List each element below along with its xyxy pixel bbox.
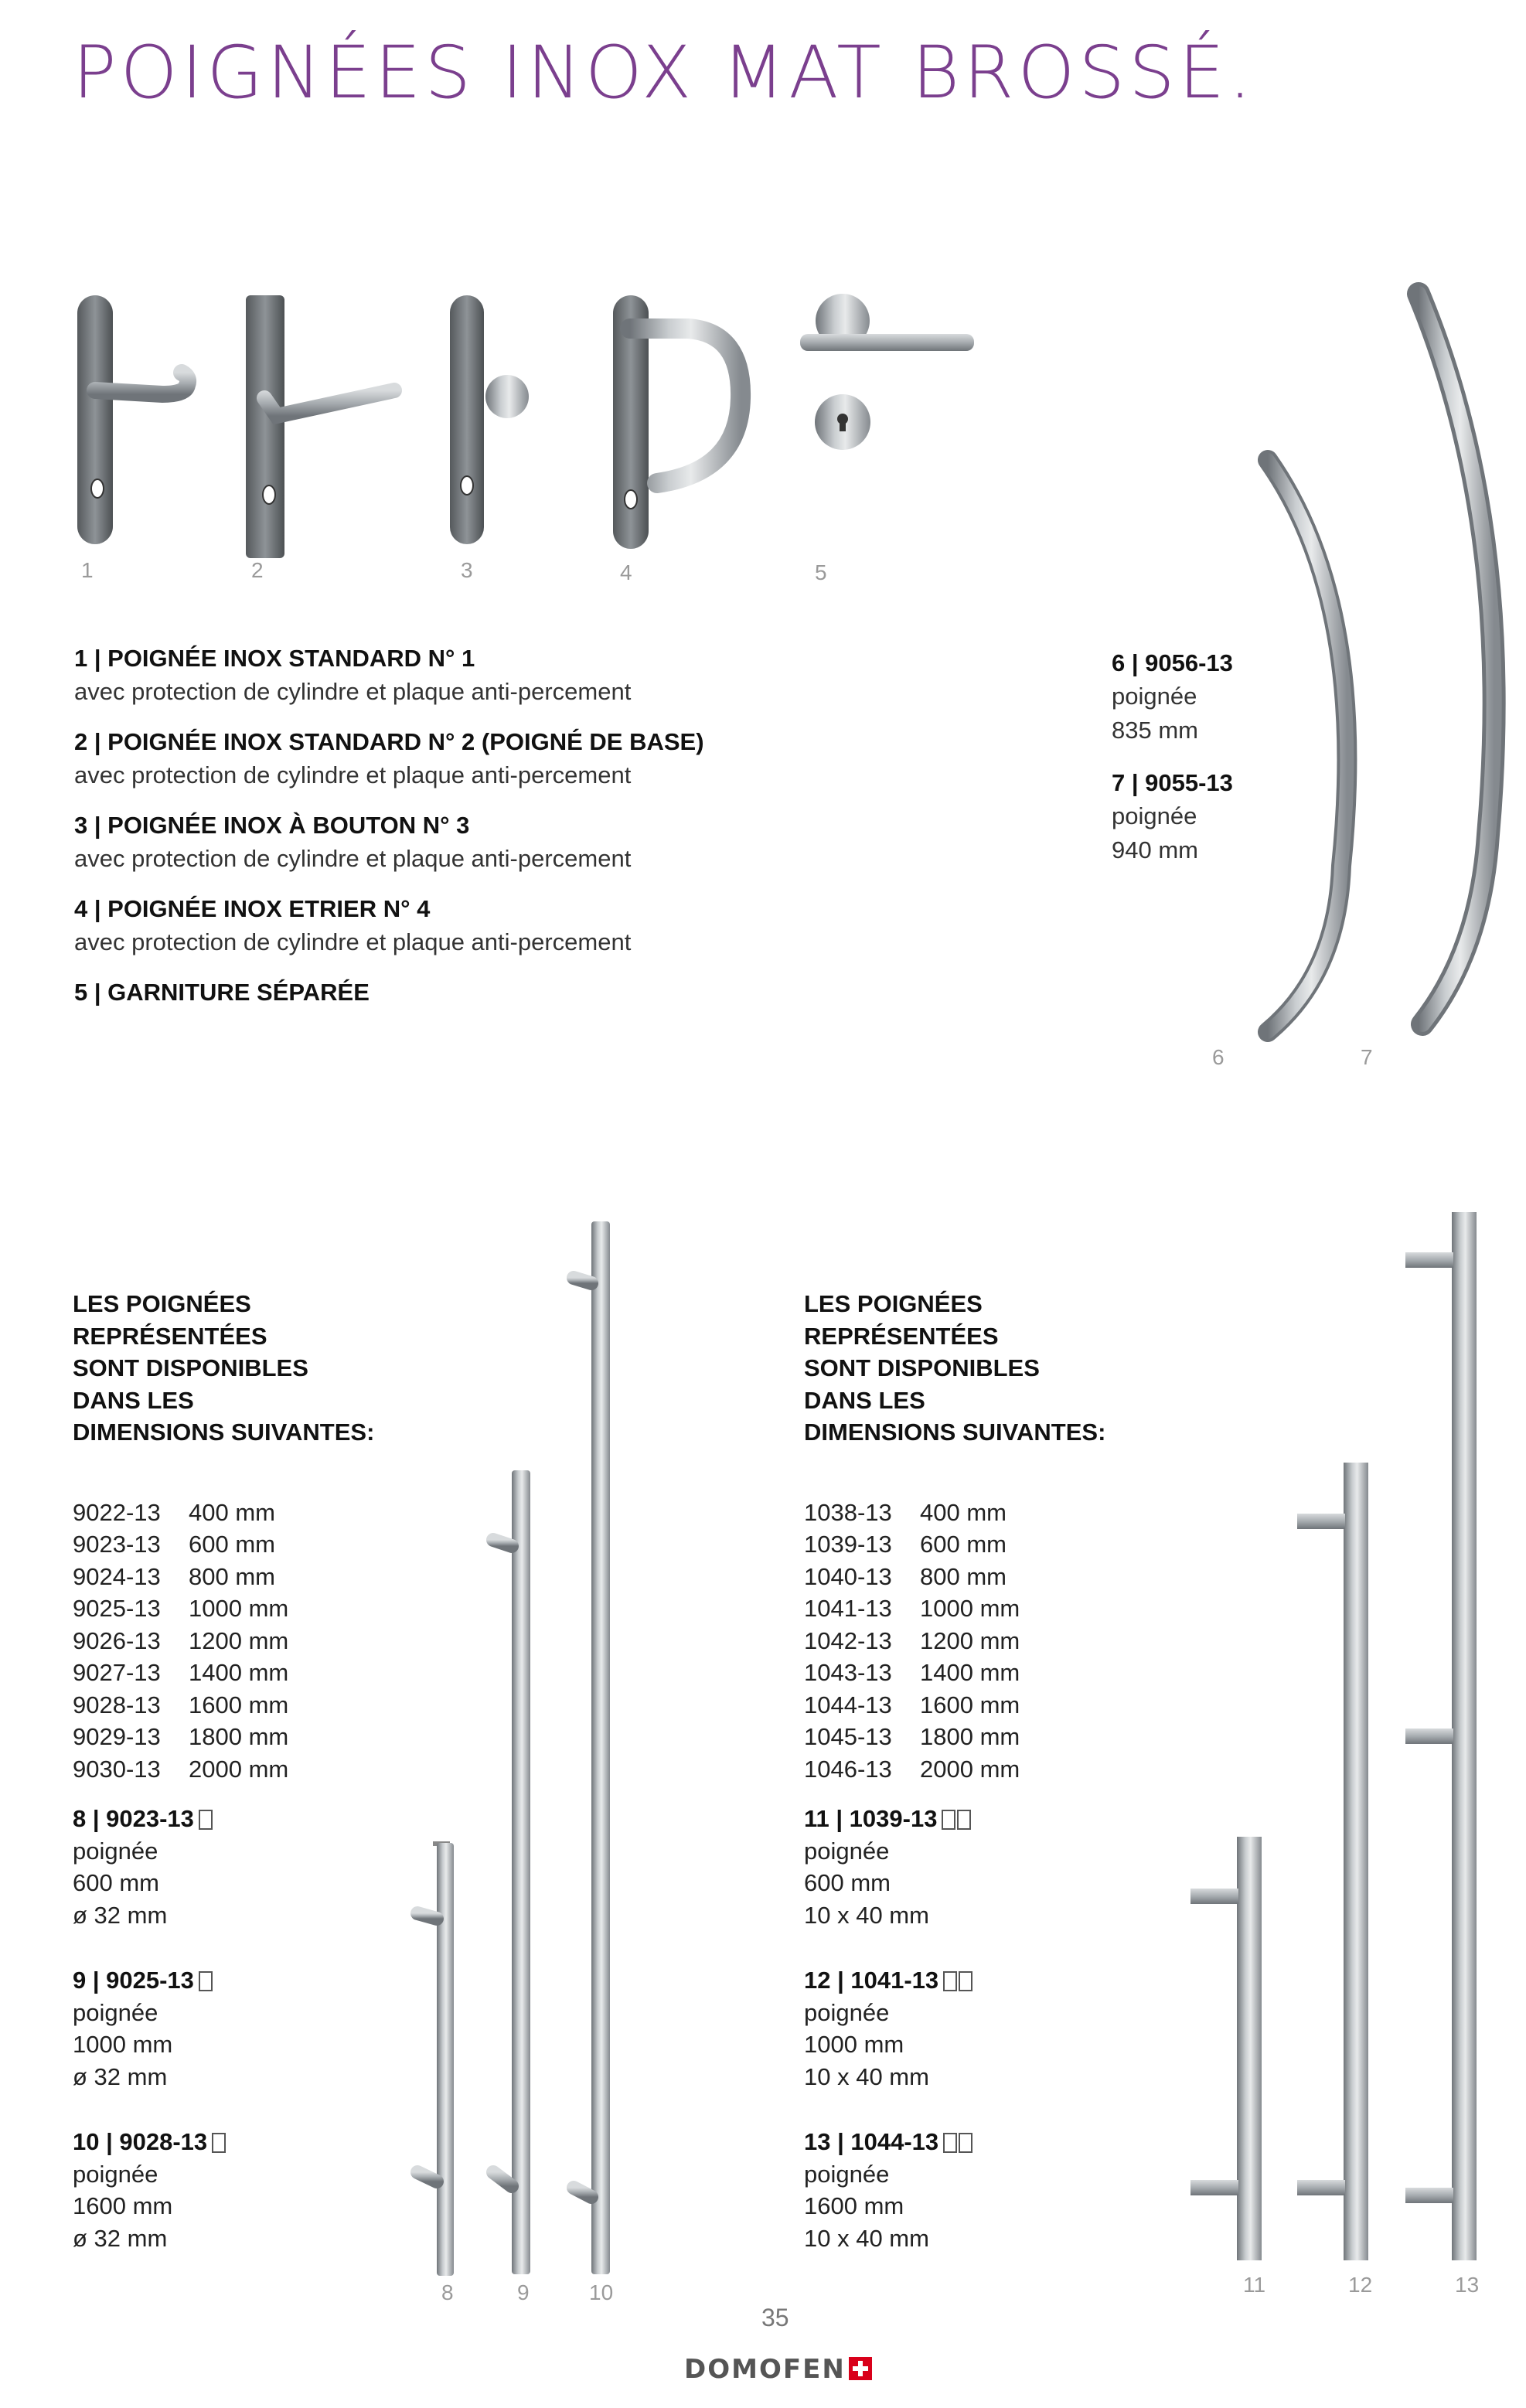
dimension-code: 1039-13 [804,1531,892,1558]
dimension-row [73,1593,288,1626]
product-heading: 4 | POIGNÉE INOX ETRIER N° 4 [74,895,431,922]
dimension-code: 9030-13 [73,1755,161,1783]
curved-length: 940 mm [1112,836,1198,863]
heading-line: REPRÉSENTÉES [804,1322,999,1350]
dimension-code: 1041-13 [804,1595,892,1623]
rect-profile-icon [942,1810,955,1830]
rect-profile-icon [943,2133,957,2153]
dimension-code: 9026-13 [73,1626,161,1654]
dimension-code: 9027-13 [73,1659,161,1687]
rect-profile-icon [959,1971,972,1991]
figure-label-2: 2 [251,558,264,582]
dimension-size: 1800 mm [189,1723,289,1751]
dimension-size: 1800 mm [920,1723,1020,1751]
dimension-row [804,1497,1020,1529]
item-diameter: ø 32 mm [73,2224,168,2252]
handle-12-info [804,1964,972,2093]
item-diameter: ø 32 mm [73,2062,168,2090]
dimension-row [73,1561,288,1593]
handle-4-image [613,295,741,549]
dimension-code: 9024-13 [73,1562,161,1590]
dimension-row [804,1753,1020,1786]
heading-line: LES POIGNÉES [73,1290,251,1317]
item-type: poignée [804,1998,890,2026]
door-handles-illustration [70,286,997,564]
dimension-row [73,1689,288,1722]
bar-handle-8-image [417,1841,454,2276]
product-item [74,809,704,892]
product-item [74,725,704,809]
page-number: 35 [761,2304,789,2331]
dimension-size: 1200 mm [920,1626,1020,1654]
figure-label-12: 12 [1348,2273,1373,2297]
round-profile-icon [212,2133,226,2153]
figure-label-7: 7 [1361,1045,1373,1069]
heading-line: DANS LES [73,1386,194,1414]
product-list [74,642,704,1009]
dimension-code: 9022-13 [73,1498,161,1526]
handle-13-info [804,2126,972,2254]
round-profile-icon [199,1810,213,1830]
item-type: poignée [73,2160,158,2188]
item-type: poignée [804,2160,890,2188]
bar-handle-12-image [1297,1463,1368,2260]
handle-11-info [804,1803,971,1931]
bar-handle-10-image [574,1221,610,2274]
dimension-code: 1043-13 [804,1659,892,1687]
curved-length: 835 mm [1112,716,1198,744]
item-length: 600 mm [73,1869,159,1896]
curved-handles-illustration [1221,278,1515,1051]
product-description: avec protection de cylindre et plaque anti-percement [74,678,632,706]
product-heading: 5 | GARNITURE SÉPARÉE [74,979,370,1006]
round-profile-icon [199,1971,213,1991]
item-heading: 12 | 1041-13 [804,1967,939,1994]
dimension-row [804,1625,1020,1657]
item-section: 10 x 40 mm [804,2062,929,2090]
heading-line: REPRÉSENTÉES [73,1322,267,1350]
curved-handles-info [1112,646,1233,867]
handle-8-info [73,1803,213,1931]
item-heading: 13 | 1044-13 [804,2128,939,2155]
dimension-size: 1200 mm [189,1626,289,1654]
handle-9-info [73,1964,213,2093]
heading-line: SONT DISPONIBLES [804,1354,1040,1381]
curved-handle-6-image [1268,460,1347,1032]
rect-profile-icon [943,1971,957,1991]
right-dimensions-heading [804,1288,1206,1449]
bar-handle-13-image [1405,1212,1477,2260]
figure-label-10: 10 [589,2280,614,2304]
dimension-code: 1042-13 [804,1626,892,1654]
product-heading: 2 | POIGNÉE INOX STANDARD N° 2 (POIGNÉ DE BASE) [74,728,704,755]
curved-type: poignée [1112,683,1197,710]
figure-label-1: 1 [81,558,94,582]
dimension-size: 1600 mm [189,1691,289,1718]
curved-item [1112,766,1233,867]
figure-label-9: 9 [517,2280,530,2304]
figure-label-4: 4 [620,560,632,584]
product-item [74,642,704,725]
dimension-size: 800 mm [920,1562,1007,1590]
handle-5-image [800,294,974,450]
curved-handle-7-image [1419,294,1494,1024]
dimension-code: 9023-13 [73,1531,161,1558]
product-description: avec protection de cylindre et plaque anti-percement [74,928,632,956]
bar-handles-rect-illustration [1175,1198,1500,2280]
figure-label-6: 6 [1212,1045,1225,1069]
heading-line: SONT DISPONIBLES [73,1354,308,1381]
dimension-row [804,1561,1020,1593]
right-dimensions-table [804,1497,1020,1786]
item-heading: 11 | 1039-13 [804,1805,938,1832]
item-type: poignée [73,1998,158,2026]
bar-handle-9-image [493,1470,530,2274]
dimension-row [804,1657,1020,1690]
dimension-row [73,1529,288,1562]
handle-10-info [73,2126,226,2254]
item-length: 600 mm [804,1869,891,1896]
brand-name: DOMOFEN [684,2354,846,2385]
item-length: 1000 mm [804,2031,904,2058]
brand-logo [684,2354,872,2385]
product-description: avec protection de cylindre et plaque anti-percement [74,761,632,789]
dimension-row [804,1689,1020,1722]
dimension-code: 9028-13 [73,1691,161,1718]
heading-line: DANS LES [804,1386,925,1414]
swiss-cross-icon [849,2357,872,2380]
dimension-code: 9025-13 [73,1595,161,1623]
dimension-size: 400 mm [189,1498,275,1526]
product-item [74,892,704,976]
handle-2-image [246,295,394,558]
curved-type: poignée [1112,802,1197,830]
dimension-code: 9029-13 [73,1723,161,1751]
item-length: 1000 mm [73,2031,173,2058]
dimension-size: 2000 mm [920,1755,1020,1783]
dimension-size: 800 mm [189,1562,275,1590]
dimension-size: 1400 mm [920,1659,1020,1687]
item-section: 10 x 40 mm [804,1901,929,1929]
dimension-size: 600 mm [920,1531,1007,1558]
dimension-row [73,1625,288,1657]
dimension-size: 400 mm [920,1498,1007,1526]
figure-label-3: 3 [461,558,473,582]
product-heading: 3 | POIGNÉE INOX À BOUTON N° 3 [74,812,470,839]
dimension-row [804,1722,1020,1754]
item-heading: 10 | 9028-13 [73,2128,208,2155]
dimension-code: 1038-13 [804,1498,892,1526]
product-item [74,976,704,1009]
figure-label-13: 13 [1455,2273,1480,2297]
dimension-code: 1045-13 [804,1723,892,1751]
handle-3-image [450,295,529,544]
dimension-row [73,1722,288,1754]
curved-item [1112,646,1233,766]
left-dimensions-table [73,1497,288,1786]
rect-profile-icon [957,1810,971,1830]
bar-handles-round-illustration [402,1206,634,2288]
dimension-size: 1400 mm [189,1659,289,1687]
item-heading: 8 | 9023-13 [73,1805,194,1832]
dimension-code: 1040-13 [804,1562,892,1590]
figure-label-8: 8 [441,2280,454,2304]
item-length: 1600 mm [804,2192,904,2219]
item-diameter: ø 32 mm [73,1901,168,1929]
dimension-size: 1000 mm [189,1595,289,1623]
dimension-size: 600 mm [189,1531,275,1558]
dimension-size: 2000 mm [189,1755,289,1783]
item-length: 1600 mm [73,2192,173,2219]
dimension-row [73,1497,288,1529]
dimension-size: 1600 mm [920,1691,1020,1718]
figure-label-5: 5 [815,560,827,584]
dimension-size: 1000 mm [920,1595,1020,1623]
dimension-row [804,1529,1020,1562]
bar-handle-11-image [1190,1837,1262,2260]
heading-line: LES POIGNÉES [804,1290,983,1317]
dimension-row [73,1753,288,1786]
heading-line: DIMENSIONS SUIVANTES: [73,1419,375,1446]
item-section: 10 x 40 mm [804,2224,929,2252]
dimension-code: 1044-13 [804,1691,892,1718]
figure-label-11: 11 [1243,2273,1266,2297]
curved-heading: 7 | 9055-13 [1112,769,1233,796]
product-description: avec protection de cylindre et plaque anti-percement [74,845,632,873]
handle-1-image [77,295,188,544]
dimension-row [73,1657,288,1690]
item-type: poignée [804,1837,890,1865]
dimension-row [804,1593,1020,1626]
item-heading: 9 | 9025-13 [73,1967,194,1994]
item-type: poignée [73,1837,158,1865]
rect-profile-icon [959,2133,972,2153]
product-heading: 1 | POIGNÉE INOX STANDARD N° 1 [74,645,475,672]
curved-heading: 6 | 9056-13 [1112,649,1233,676]
page-title: POIGNÉES INOX MAT BROSSÉ. [73,31,1256,115]
dimension-code: 1046-13 [804,1755,892,1783]
heading-line: DIMENSIONS SUIVANTES: [804,1419,1106,1446]
